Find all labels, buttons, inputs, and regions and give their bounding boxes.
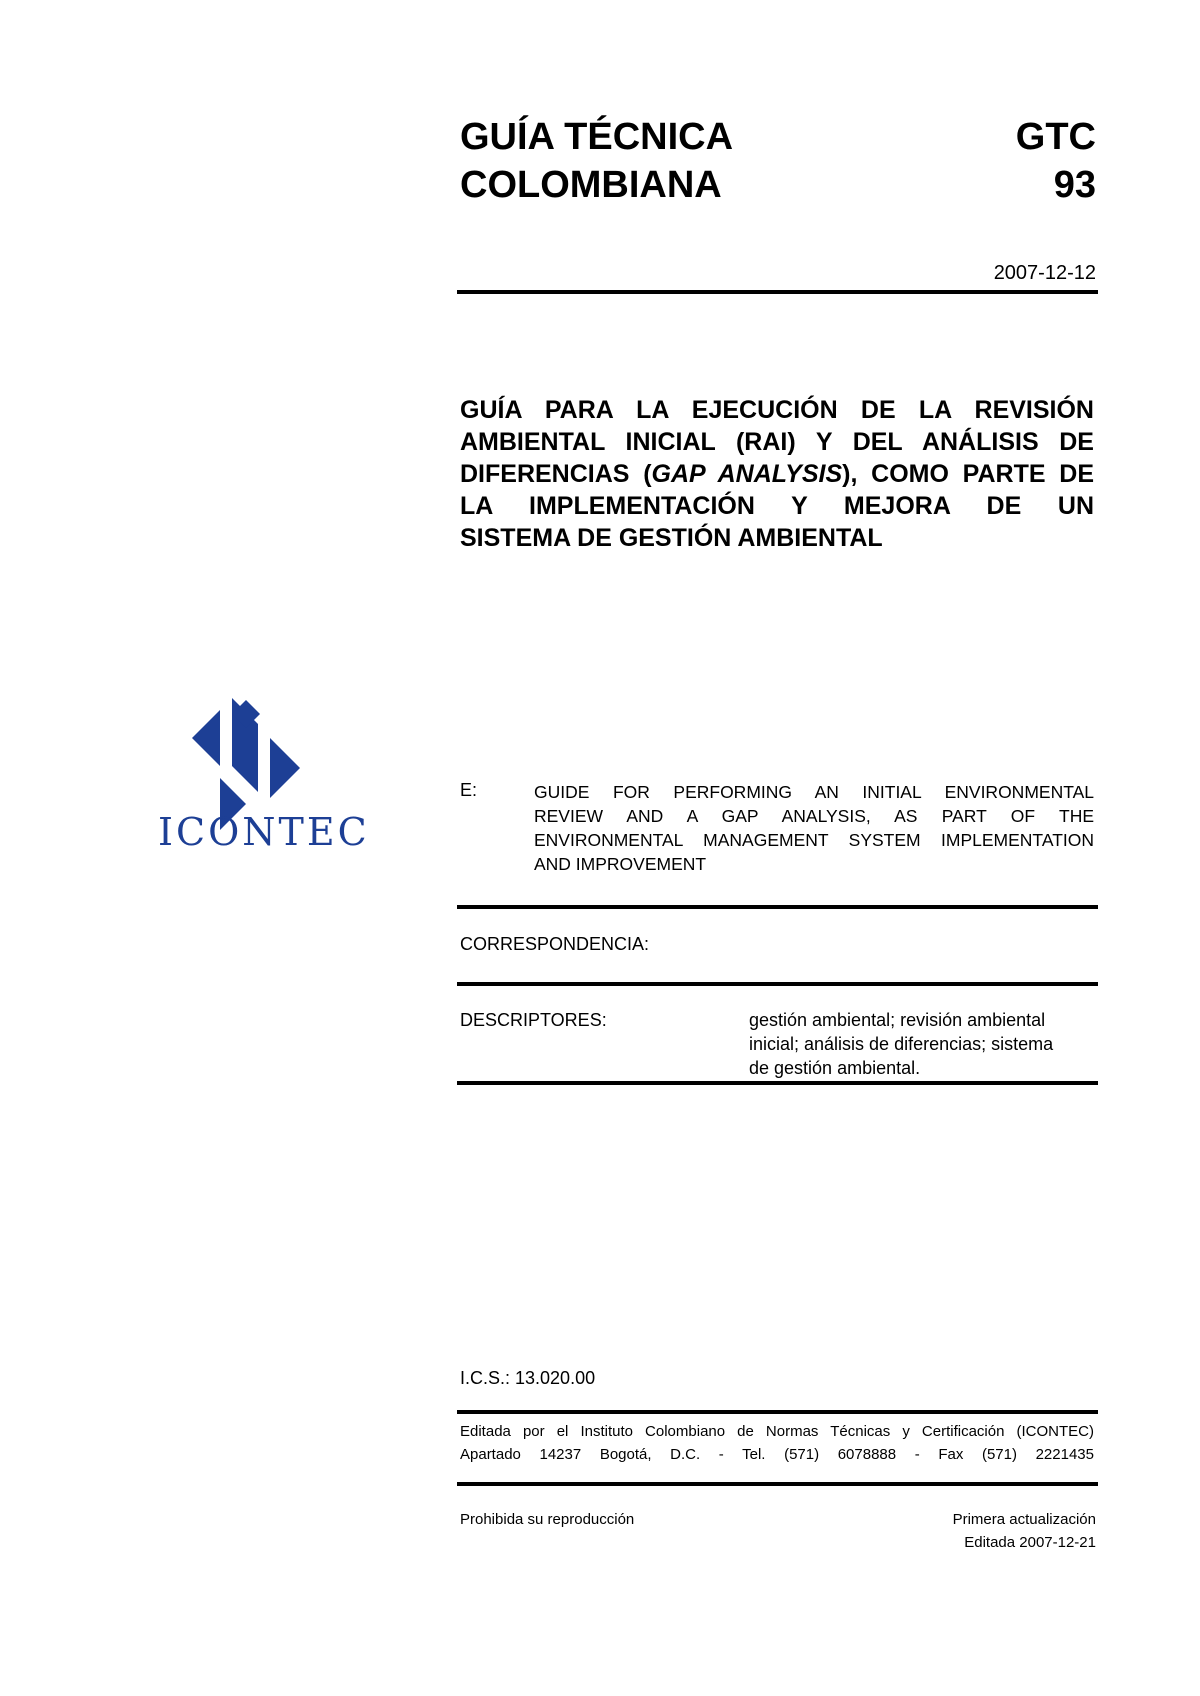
english-line-4: AND IMPROVEMENT bbox=[534, 854, 707, 874]
descriptor-line-2: inicial; análisis de diferencias; sistema bbox=[749, 1034, 1054, 1054]
publisher-info bbox=[460, 1420, 1094, 1466]
descriptores-values bbox=[749, 1008, 1095, 1080]
doc-type-line2: COLOMBIANA bbox=[460, 164, 722, 206]
publisher-line-2: Apartado 14237 Bogotá, D.C. - Tel. (571) 6078888 - Fax (571) 2221435 bbox=[460, 1446, 1094, 1463]
english-line-1: GUIDE FOR PERFORMING AN INITIAL ENVIRONMENTAL bbox=[534, 782, 1094, 802]
english-line-2: REVIEW AND A GAP ANALYSIS, AS PART OF THE bbox=[534, 806, 1094, 826]
icontec-logo bbox=[150, 690, 370, 860]
title-line-4: LA IMPLEMENTACIÓN Y MEJORA DE UN bbox=[460, 492, 1094, 520]
publisher-divider bbox=[457, 1482, 1098, 1486]
correspondencia-divider bbox=[457, 982, 1098, 986]
title-line-3-prefix: DIFERENCIAS ( bbox=[460, 460, 652, 488]
correspondencia-label: CORRESPONDENCIA: bbox=[460, 934, 650, 954]
title-line-1: GUÍA PARA LA EJECUCIÓN DE LA REVISIÓN bbox=[460, 396, 1094, 424]
title-line-3-suffix: ), COMO PARTE DE bbox=[842, 460, 1094, 488]
title-line-2: AMBIENTAL INICIAL (RAI) Y DEL ANÁLISIS DE bbox=[460, 428, 1094, 456]
logo-wordmark: ICONTEC bbox=[158, 810, 370, 854]
header-divider bbox=[457, 290, 1098, 294]
english-title bbox=[534, 780, 1094, 876]
descriptor-line-1: gestión ambiental; revisión ambiental bbox=[749, 1010, 1046, 1030]
english-divider bbox=[457, 905, 1098, 909]
english-label: E: bbox=[460, 780, 478, 800]
edition-line-2: Editada 2007-12-21 bbox=[964, 1534, 1096, 1551]
edition-line-1: Primera actualización bbox=[952, 1511, 1096, 1528]
ics-code: I.C.S.: 13.020.00 bbox=[460, 1368, 596, 1388]
title-line-3 bbox=[460, 458, 1094, 490]
reproduction-notice: Prohibida su reproducción bbox=[460, 1511, 635, 1528]
title-italic-term: GAP ANALYSIS bbox=[651, 460, 843, 488]
descriptores-divider bbox=[457, 1081, 1098, 1085]
doc-date: 2007-12-12 bbox=[993, 262, 1096, 284]
doc-code-line2: 93 bbox=[1053, 164, 1096, 206]
descriptor-line-3: de gestión ambiental. bbox=[749, 1058, 921, 1078]
doc-code-line1: GTC bbox=[1015, 116, 1096, 158]
publisher-line-1: Editada por el Instituto Colombiano de Normas Técnicas y Certificación (ICONTEC) bbox=[460, 1423, 1094, 1440]
document-title bbox=[460, 394, 1094, 554]
title-line-5: SISTEMA DE GESTIÓN AMBIENTAL bbox=[460, 524, 883, 552]
doc-type-line1: GUÍA TÉCNICA bbox=[460, 116, 734, 158]
descriptores-label: DESCRIPTORES: bbox=[460, 1010, 607, 1030]
ics-divider bbox=[457, 1410, 1098, 1414]
english-line-3: ENVIRONMENTAL MANAGEMENT SYSTEM IMPLEMENTATION bbox=[534, 830, 1094, 850]
